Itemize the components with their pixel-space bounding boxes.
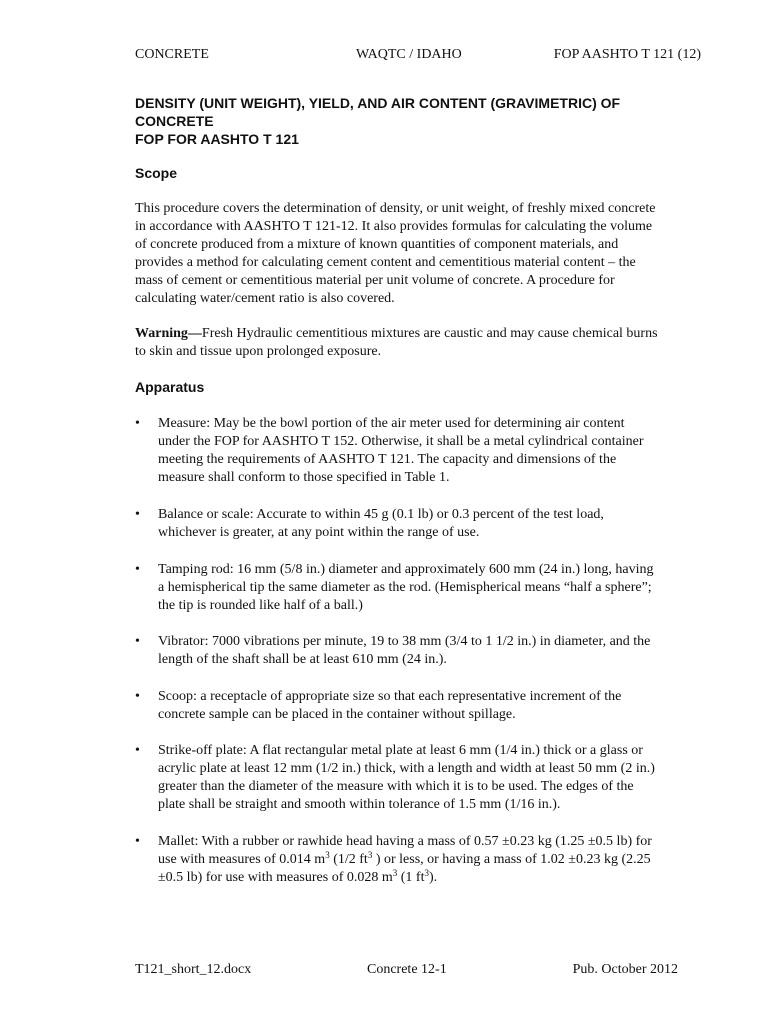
item-line: acrylic plate at least 12 mm (1/2 in.) thick, with a length and width at least 50 mm (2 in.) bbox=[158, 761, 655, 776]
header-center: WAQTC / IDAHO bbox=[356, 47, 462, 62]
bullet-icon: • bbox=[135, 743, 140, 758]
bullet-icon: • bbox=[135, 689, 140, 704]
item-line: Measure: May be the bowl portion of the air meter used for determining air content bbox=[158, 416, 625, 431]
title-line-1: DENSITY (UNIT WEIGHT), YIELD, AND AIR CONTENT (GRAVIMETRIC) OF bbox=[135, 95, 621, 111]
footer-right: Pub. October 2012 bbox=[572, 962, 678, 977]
item-line: Strike-off plate: A flat rectangular metal plate at least 6 mm (1/4 in.) thick or a glass or bbox=[158, 743, 643, 758]
item-line: whichever is greater, at any point within the range of use. bbox=[158, 525, 480, 540]
scope-line: of concrete produced from a mixture of known quantities of component materials, and bbox=[135, 237, 619, 252]
document-title bbox=[135, 94, 695, 148]
item-line: Balance or scale: Accurate to within 45 g (0.1 lb) or 0.3 percent of the test load, bbox=[158, 507, 604, 522]
item-line: Scoop: a receptacle of appropriate size so that each representative increment of the bbox=[158, 689, 622, 704]
scope-line: provides a method for calculating cement content and cementitious material content – the bbox=[135, 255, 636, 270]
item-line: greater than the diameter of the measure with which it is to be used. The edges of the bbox=[158, 779, 634, 794]
bullet-icon: • bbox=[135, 562, 140, 577]
header-right: FOP AASHTO T 121 (12) bbox=[553, 47, 701, 62]
item-line: ±0.5 lb) for use with measures of 0.028 $m^3$ (1 $ft^3$). bbox=[158, 868, 438, 885]
warning-label: Warning— bbox=[135, 326, 202, 341]
footer-left: T121_short_12.docx bbox=[135, 962, 252, 977]
item-line: Mallet: With a rubber or rawhide head having a mass of 0.57 ±0.23 kg (1.25 ±0.5 lb) for bbox=[158, 834, 652, 849]
bullet-icon: • bbox=[135, 507, 140, 522]
scope-line: This procedure covers the determination of density, or unit weight, of freshly mixed concrete bbox=[135, 201, 656, 216]
title-line-2: CONCRETE bbox=[135, 113, 214, 129]
item-line: measure shall conform to those specified in Table 1. bbox=[158, 470, 450, 485]
item-line: plate shall be straight and smooth within tolerance of 1.5 mm (1/16 in.). bbox=[158, 797, 561, 812]
warning-text-cont: to skin and tissue upon prolonged exposure. bbox=[135, 344, 382, 359]
bullet-icon: • bbox=[135, 634, 140, 649]
title-line-3: FOP FOR AASHTO T 121 bbox=[135, 131, 299, 147]
scope-line: mass of cement or cementitious material per unit volume of concrete. A procedure for bbox=[135, 273, 615, 288]
warning-paragraph bbox=[135, 325, 703, 361]
header-left: CONCRETE bbox=[135, 47, 209, 62]
warning-text: Fresh Hydraulic cementitious mixtures are caustic and may cause chemical burns bbox=[201, 326, 658, 341]
scope-line: calculating water/cement ratio is also covered. bbox=[135, 291, 395, 306]
item-line: concrete sample can be placed in the container without spillage. bbox=[158, 707, 516, 722]
item-line: a hemispherical tip the same diameter as the rod. (Hemispherical means “half a sphere”; bbox=[158, 580, 652, 595]
item-line: use with measures of 0.014 $m^3$ (1/2 $ft^3$ ) or less, or having a mass of 1.02 ±0.23 kg (2.25 bbox=[158, 850, 651, 867]
bullet-icon: • bbox=[135, 416, 140, 431]
item-line: length of the shaft shall be at least 610 mm (24 in.). bbox=[158, 652, 447, 667]
item-line: meeting the requirements of AASHTO T 121. The capacity and dimensions of the bbox=[158, 452, 617, 467]
bullet-icon: • bbox=[135, 834, 140, 849]
item-line: the tip is rounded like half of a ball.) bbox=[158, 598, 363, 613]
item-line: Tamping rod: 16 mm (5/8 in.) diameter and approximately 600 mm (24 in.) long, having bbox=[158, 562, 654, 577]
item-line: under the FOP for AASHTO T 152. Otherwise, it shall be a metal cylindrical container bbox=[158, 434, 644, 449]
scope-line: in accordance with AASHTO T 121-12. It also provides formulas for calculating the volume bbox=[135, 219, 653, 234]
scope-heading: Scope bbox=[135, 165, 178, 181]
apparatus-heading: Apparatus bbox=[135, 379, 205, 395]
footer-center: Concrete 12-1 bbox=[367, 962, 447, 977]
item-line: Vibrator: 7000 vibrations per minute, 19 to 38 mm (3/4 to 1 1/2 in.) in diameter, and the bbox=[158, 634, 651, 649]
scope-paragraph bbox=[135, 200, 703, 308]
